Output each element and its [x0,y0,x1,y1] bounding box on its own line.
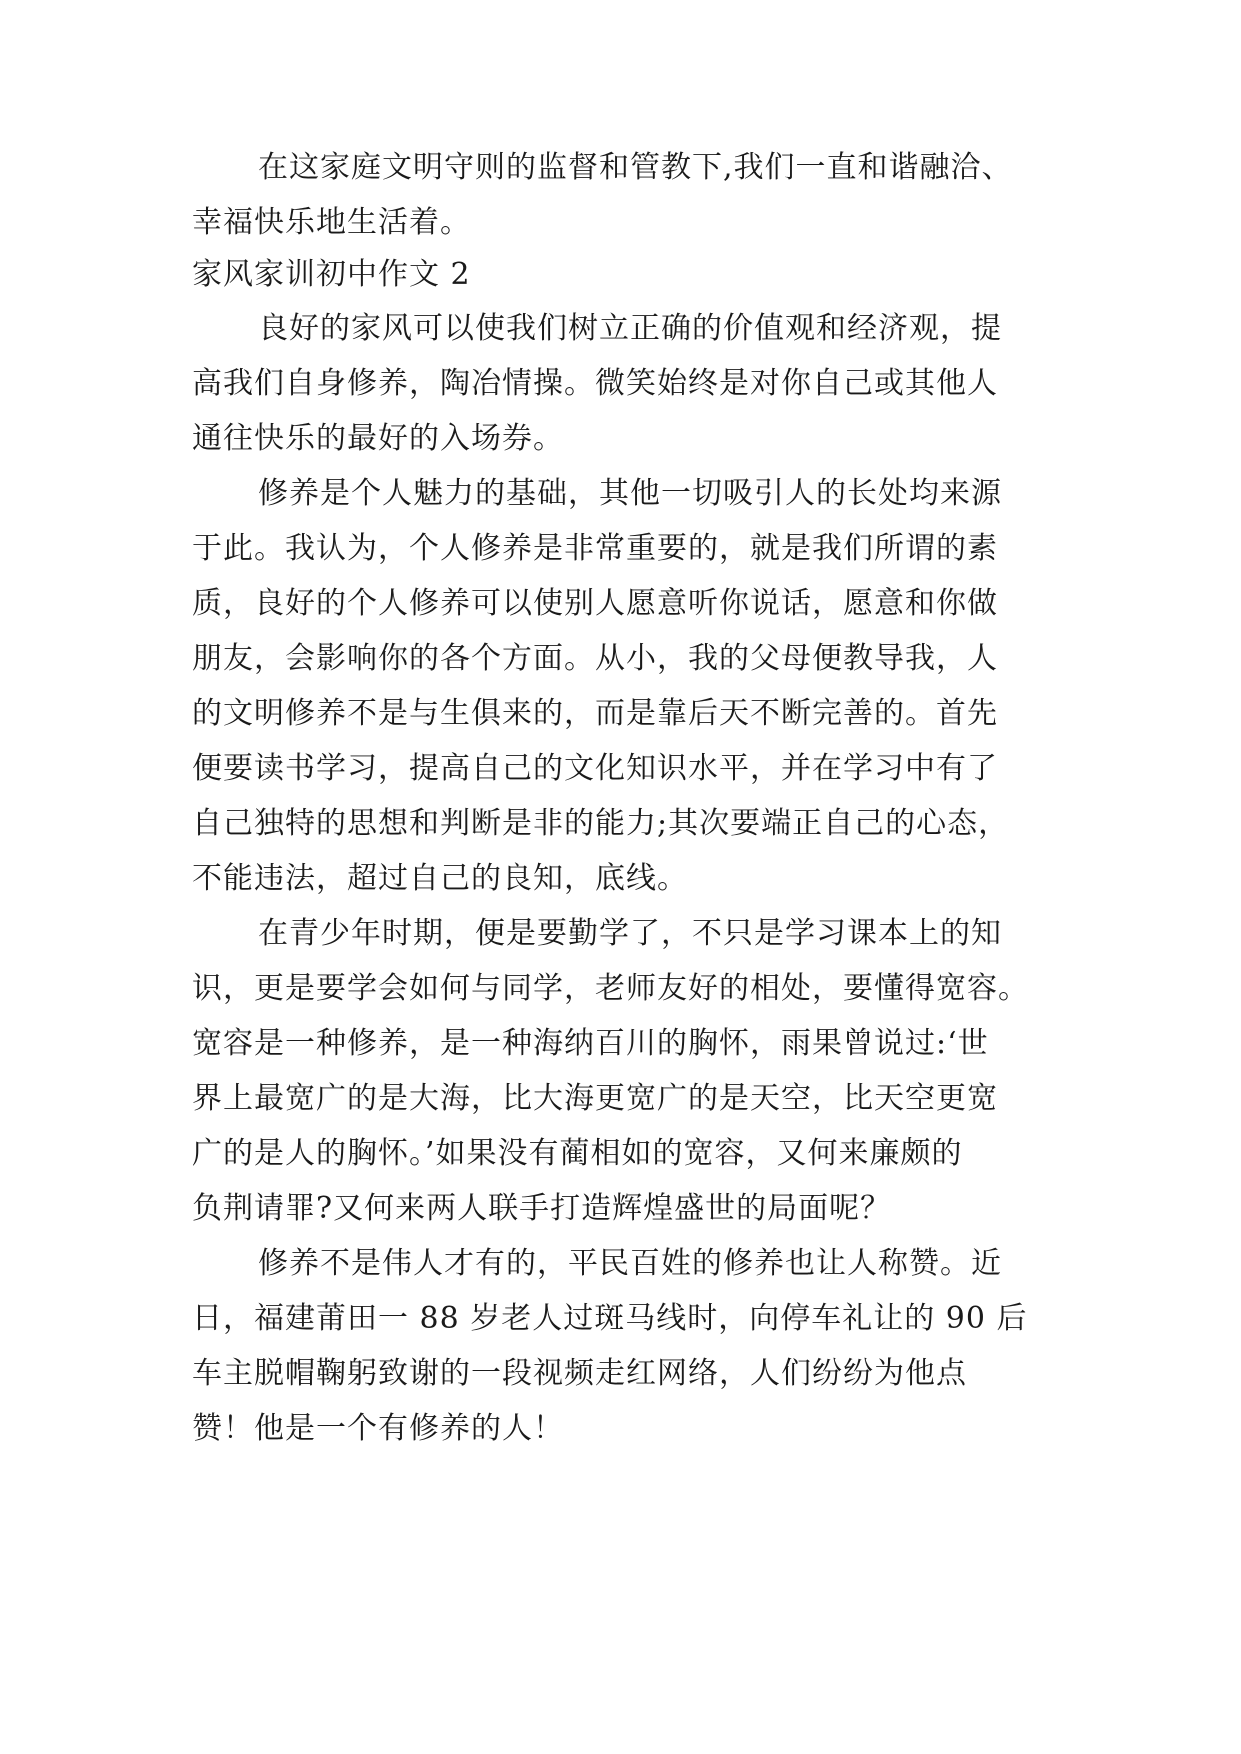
text-line: 通往快乐的最好的入场券。 [192,421,564,456]
text-line: 的文明修养不是与生俱来的，而是靠后天不断完善的。首先 [192,696,998,731]
text-line: 界上最宽广的是大海，比大海更宽广的是天空，比天空更宽 [192,1081,998,1116]
text-line: 不能违法，超过自己的良知，底线。 [192,861,688,896]
text-line: 质，良好的个人修养可以使别人愿意听你说话，愿意和你做 [192,586,998,621]
text-line: 自己独特的思想和判断是非的能力;其次要端正自己的心态， [192,806,1010,841]
text-line: 便要读书学习，提高自己的文化知识水平，并在学习中有了 [192,751,998,786]
text-line: 幸福快乐地生活着。 [192,205,471,240]
text-line: 修养不是伟人才有的，平民百姓的修养也让人称赞。近 [258,1246,1002,1281]
text-line: 高我们自身修养，陶冶情操。微笑始终是对你自己或其他人 [192,366,998,401]
text-line: 宽容是一种修养，是一种海纳百川的胸怀，雨果曾说过:‘世 [192,1026,989,1061]
text-line: 识，更是要学会如何与同学，老师友好的相处，要懂得宽容。 [192,971,1029,1006]
text-line: 在青少年时期，便是要勤学了，不只是学习课本上的知 [258,916,1002,951]
text-line: 朋友，会影响你的各个方面。从小，我的父母便教导我，人 [192,641,998,676]
text-line: 日，福建莆田一 88 岁老人过斑马线时，向停车礼让的 90 后 [192,1301,1028,1336]
text-line: 于此。我认为，个人修养是非常重要的，就是我们所谓的素 [192,531,998,566]
text-line: 负荆请罪?又何来两人联手打造辉煌盛世的局面呢？ [192,1191,892,1226]
section-title: 家风家训初中作文 2 [192,257,471,292]
text-line: 修养是个人魅力的基础，其他一切吸引人的长处均来源 [258,476,1002,511]
text-line: 赞！他是一个有修养的人！ [192,1411,564,1446]
text-line: 在这家庭文明守则的监督和管教下,我们一直和谐融洽、 [258,150,1013,185]
text-line: 良好的家风可以使我们树立正确的价值观和经济观，提 [258,311,1002,346]
text-line: 车主脱帽鞠躬致谢的一段视频走红网络，人们纷纷为他点 [192,1356,967,1391]
text-line: 广的是人的胸怀。’如果没有蔺相如的宽容，又何来廉颇的 [192,1136,963,1171]
